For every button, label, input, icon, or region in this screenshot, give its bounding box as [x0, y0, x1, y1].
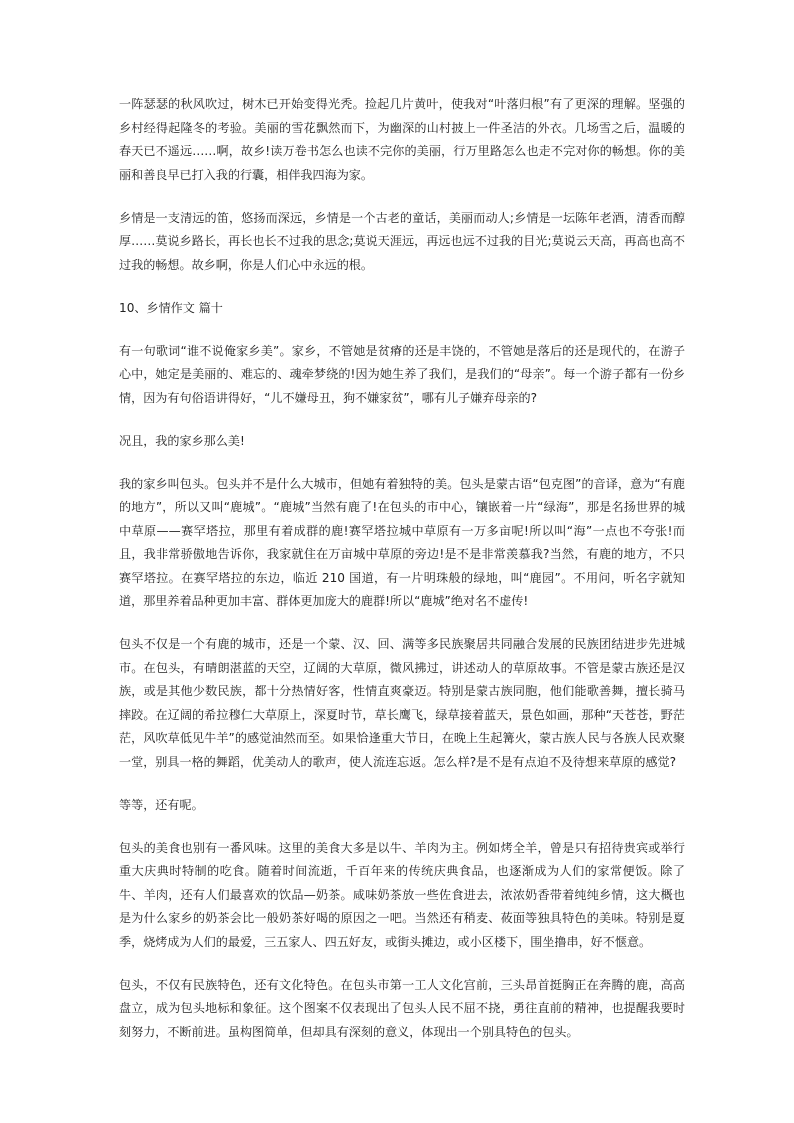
document-page — [119, 93, 685, 1064]
paragraph-wait-more: 等等，还有呢。 — [119, 797, 204, 812]
paragraph-baotou-deer: 我的家乡叫包头。包头并不是什么大城市，但她有着独特的美。包头是蒙古语“包克图”的音译，意为“有鹿的地方”，所以又叫“鹿城”。“鹿城”当然有鹿了!在包头的市中心，镶嵌着一片“绿海”，那是名扬世界的城中草原——赛罕塔拉，那里有着成群的鹿!赛罕塔拉城中草原有一万多亩呢!所以叫“海”一点也不夸张!而且，我非常骄傲地告诉你，我家就住在万亩城中草原的旁边!是不是非常羡慕我?当然，有鹿的地方，不只赛罕塔拉。在赛罕塔拉的东边，临近 210 国道，有一片明珠般的绿地，叫“鹿园”。不用问，听名字就知道，那里养着品种更加丰富、群体更加庞大的鹿群!所以“鹿城”绝对名不虚传! — [119, 476, 685, 608]
section-heading: 10、乡情作文 篇十 — [119, 300, 223, 315]
paragraph-autumn-hometown: 一阵瑟瑟的秋风吹过，树木已开始变得光秃。捡起几片黄叶，使我对“叶落归根”有了更深的理解。坚强的乡村经得起隆冬的考验。美丽的雪花飘然而下，为幽深的山村披上一件圣洁的外衣。几场雪之后，温暖的春天已不遥远……啊，故乡!读万卷书怎么也读不完你的美丽，行万里路怎么也走不完对你的畅想。你的美丽和善良早已打入我的行囊，相伴我四海为家。 — [119, 97, 685, 182]
paragraph-food: 包头的美食也别有一番风味。这里的美食大多是以牛、羊肉为主。例如烤全羊，曾是只有招待贵宾或举行重大庆典时特制的吃食。随着时间流逝，千百年来的传统庆典食品，也逐渐成为人们的家常便饭。除了牛、羊肉，还有人们最喜欢的饮品—奶茶。咸味奶茶放一些佐食进去，浓浓奶香带着纯纯乡情，这大概也是为什么家乡的奶茶会比一般奶茶好喝的原因之一吧。当然还有稍麦、莜面等独具特色的美味。特别是夏季，烧烤成为人们的最爱，三五家人、四五好友，或街头摊边，或小区楼下，围坐撸串，好不惬意。 — [119, 840, 685, 949]
paragraph-hometown-beautiful: 况且，我的家乡那么美! — [119, 433, 245, 448]
paragraph-culture: 包头，不仅有民族特色，还有文化特色。在包头市第一工人文化宫前，三头昂首挺胸正在奔腾的鹿，高高盘立，成为包头地标和象征。这个图案不仅表现出了包头人民不屈不挠，勇往直前的精神，也提醒我要时刻努力，不断前进。虽构图简单，但却具有深刻的意义，体现出一个别具特色的包头。 — [119, 977, 685, 1039]
paragraph-hometown-feeling: 乡情是一支清远的笛，悠扬而深远，乡情是一个古老的童话，美丽而动人;乡情是一坛陈年老酒，清香而醇厚……莫说乡路长，再长也长不过我的思念;莫说天涯远，再远也远不过我的目光;莫说云天高，再高也高不过我的畅想。故乡啊，你是人们心中永远的根。 — [119, 210, 685, 272]
paragraph-ethnic-unity: 包头不仅是一个有鹿的城市，还是一个蒙、汉、回、满等多民族聚居共同融合发展的民族团结进步先进城市。在包头，有晴朗湛蓝的天空，辽阔的大草原，微风拂过，讲述动人的草原故事。不管是蒙古族还是汉族，或是其他少数民族，都十分热情好客，性情直爽豪迈。特别是蒙古族同胞，他们能歌善舞，擅长骑马摔跤。在辽阔的希拉穆仁大草原上，深夏时节，草长鹰飞，绿草接着蓝天，景色如画，那种“天苍苍，野茫茫，风吹草低见牛羊”的感觉油然而至。如果恰逢重大节日，在晚上生起篝火，蒙古族人民与各族人民欢聚一堂，别具一格的舞蹈，优美动人的歌声，使人流连忘返。怎么样?是不是有点迫不及待想来草原的感觉? — [119, 637, 685, 769]
paragraph-song-lyric: 有一句歌词“谁不说俺家乡美”。家乡，不管她是贫瘠的还是丰饶的，不管她是落后的还是现代的，在游子心中，她定是美丽的、难忘的、魂牵梦绕的!因为她生养了我们，是我们的“母亲”。每一个游子都有一份乡情，因为有句俗语讲得好，“儿不嫌母丑，狗不嫌家贫”，哪有儿子嫌弃母亲的? — [119, 343, 685, 405]
